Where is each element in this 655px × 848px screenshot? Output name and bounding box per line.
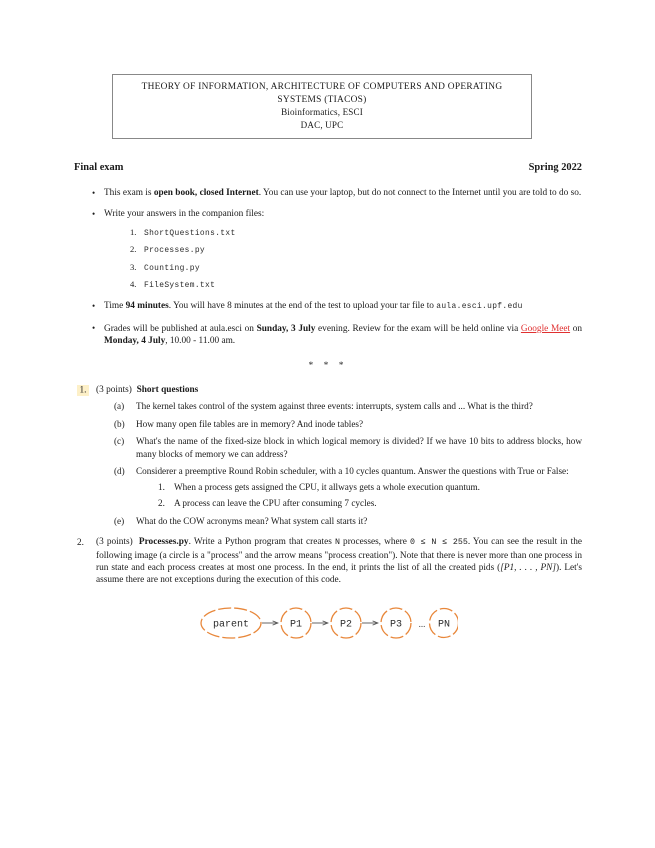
- item-d-marker: (d): [114, 466, 125, 477]
- item-b-marker: (b): [114, 418, 125, 429]
- question-1-item-a: [114, 400, 582, 412]
- item-c-text: What's the name of the fixed-size block in which logical memory is divided? If we have 10 bits to address blocks, how many blocks of memory we can address?: [136, 436, 582, 459]
- item-b-text: How many open file tables are in memory? And inode tables?: [136, 418, 364, 429]
- question-1-points: (3 points): [96, 384, 132, 395]
- question-2-part3: . You can see the result in the following image (a circle is a "process" and the arrow means "process creation"). Note that there is never more than one process in run state and each process creates at most one process. In the end, it prints the list of all the created pids (: [96, 537, 582, 573]
- exam-header-row: [74, 162, 582, 173]
- affiliation-line: Bioinformatics, ESCI: [281, 107, 363, 118]
- process-chain-svg: [198, 601, 458, 645]
- statement-1-text: When a process gets assigned the CPU, it allways gets a whole execution quantum.: [174, 482, 480, 493]
- item-c-marker: (c): [114, 436, 125, 447]
- review-date: Monday, 4 July: [104, 336, 166, 347]
- question-1-subitems: [96, 400, 582, 527]
- instruction-3-bold: 94 minutes: [125, 301, 169, 312]
- instruction-4-tail: , 10.00 - 11.00 am.: [165, 336, 236, 347]
- node-p2-label: P2: [339, 619, 353, 631]
- process-chain-diagram: [74, 601, 582, 645]
- question-1-item-d: [114, 465, 582, 509]
- questions-list: [74, 384, 582, 587]
- question-2-code-n: N: [334, 538, 340, 548]
- course-title-line-1: THEORY OF INFORMATION, ARCHITECTURE OF COMPUTERS AND OPERATING: [141, 82, 503, 92]
- upload-url: aula.esci.upf.edu: [436, 302, 523, 312]
- instructions-list: [74, 187, 582, 348]
- question-1-number: [77, 384, 89, 396]
- grades-date: Sunday, 3 July: [256, 323, 316, 334]
- file-name: Processes.py: [144, 246, 206, 256]
- item-e-text: What do the COW acronyms mean? What system call starts it?: [136, 515, 368, 526]
- instruction-4-mid2: on: [570, 323, 583, 334]
- google-meet-link[interactable]: Google Meet: [520, 323, 571, 334]
- instruction-1-bold: open book, closed Internet: [153, 188, 259, 198]
- companion-file-item: [130, 244, 582, 256]
- instruction-1-rest: . You can use your laptop, but do not connect to the Internet until you are told to do so.: [258, 188, 582, 198]
- file-name: FileSystem.txt: [144, 281, 216, 291]
- instruction-4-mid1: evening. Review for the exam will be held online via: [315, 323, 521, 334]
- instruction-2-text: Write your answers in the companion files:: [104, 209, 265, 220]
- question-1-item-c: [114, 435, 582, 459]
- question-1-title: Short questions: [136, 384, 199, 395]
- item-d-statement-2: [158, 497, 582, 509]
- question-1-heading: [96, 384, 582, 396]
- companion-file-item: [130, 262, 582, 274]
- question-2-range: 0 ≤ N ≤ 255: [409, 538, 468, 548]
- question-1-item-e: [114, 515, 582, 527]
- question-1: [74, 384, 582, 528]
- item-d-text: Considerer a preemptive Round Robin scheduler, with a 10 cycles quantum. Answer the questions with True or False:: [136, 466, 569, 477]
- question-2-number: 2.: [77, 537, 84, 548]
- instruction-3-mid: . You will have 8 minutes at the end of the test to upload your tar file to: [168, 301, 437, 312]
- question-2-points: (3 points): [96, 537, 133, 548]
- instruction-1-lead: This exam is: [104, 188, 154, 198]
- instruction-companion-files: [92, 208, 582, 291]
- node-parent-label: parent: [212, 619, 250, 631]
- page-content: [74, 74, 582, 645]
- file-name: ShortQuestions.txt: [144, 228, 236, 238]
- instruction-open-book: [92, 187, 582, 199]
- companion-file-item: [130, 279, 582, 291]
- question-1-item-b: [114, 418, 582, 430]
- companion-file-item: [130, 227, 582, 239]
- statement-1-marker: 1.: [158, 482, 165, 493]
- item-a-text: The kernel takes control of the system against three events: interrupts, system calls and ... What is the third?: [136, 400, 533, 411]
- file-name: Counting.py: [144, 263, 200, 273]
- instruction-grades: [92, 323, 582, 348]
- node-pn-label: PN: [437, 619, 451, 631]
- item-d-truefalse-list: [136, 481, 582, 509]
- node-p3-label: P3: [389, 619, 403, 631]
- course-title-line-2: SYSTEMS (TIACOS): [277, 94, 367, 105]
- exam-term: Spring 2022: [528, 162, 582, 173]
- item-d-statement-1: [158, 481, 582, 493]
- statement-2-marker: 2.: [158, 498, 165, 509]
- question-2-part4: ). Let's assume there are not exceptions during the execution of this code.: [96, 562, 583, 586]
- section-separator: * * *: [308, 360, 348, 371]
- diagram-ellipsis: ...: [418, 618, 426, 629]
- question-2-pid-list: [P1, . . . , PN]: [500, 562, 556, 573]
- question-2-body: [96, 536, 582, 587]
- question-2-part2: processes, where: [339, 537, 410, 548]
- item-e-marker: (e): [114, 515, 125, 526]
- companion-files-list: [104, 227, 582, 292]
- question-2-part1: . Write a Python program that creates: [188, 537, 335, 548]
- instruction-3-lead: Time: [104, 301, 126, 312]
- question-2-title: Processes.py: [138, 537, 189, 548]
- instruction-time: [92, 300, 582, 313]
- institution-line: DAC, UPC: [300, 119, 344, 130]
- instruction-4-lead: Grades will be published at aula.esci on: [104, 323, 257, 334]
- node-p1-label: P1: [289, 619, 303, 631]
- item-a-marker: (a): [114, 400, 125, 411]
- statement-2-text: A process can leave the CPU after consuming 7 cycles.: [174, 498, 377, 509]
- exam-name: Final exam: [74, 162, 124, 173]
- question-1-number-highlight: 1.: [77, 385, 89, 397]
- question-2: [74, 536, 582, 587]
- course-title-box: [112, 74, 532, 139]
